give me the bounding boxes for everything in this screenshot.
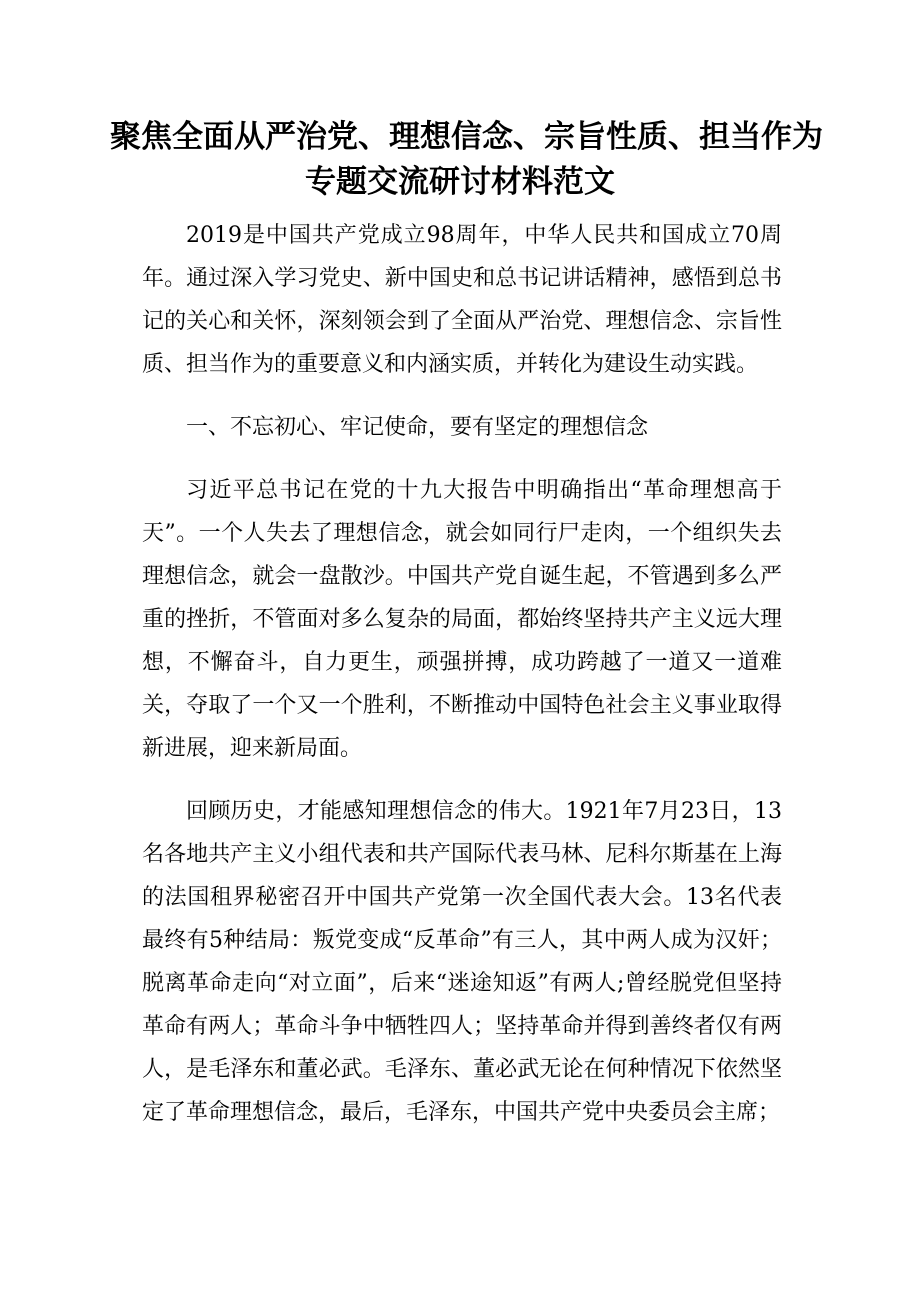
section-heading: 一、不忘初心、牢记使命，要有坚定的理想信念 — [186, 415, 649, 440]
paragraph-ideals: 习近平总书记在党的十九大报告中明确指出“革命理想高于天”。一个人失去了理想信念，就会如同行尸走肉，一个组织失去理想信念，就会一盘散沙。中国共产党自诞生起，不管遇到多么严重的挫折，不管面对多么复杂的局面，都始终坚持共产主义远大理想，不懈奋斗，自力更生，顽强拼搏，成功跨越了一道又一道难关，夺取了一个又一个胜利，不断推动中国特色社会主义事业取得新进展，迎来新局面。 — [142, 478, 782, 761]
document-body — [142, 214, 782, 1134]
document-title-line-2: 专题交流研讨材料范文 — [305, 164, 615, 200]
paragraph-intro: 2019是中国共产党成立98周年，中华人民共和国成立70周年。通过深入学习党史、新中国史和总书记讲话精神，感悟到总书记的关心和关怀，深刻领会到了全面从严治党、理想信念、宗旨性质、担当作为的重要意义和内涵实质，并转化为建设生动实践。 — [142, 223, 782, 377]
paragraph-history: 回顾历史，才能感知理想信念的伟大。1921年7月23日，13名各地共产主义小组代表和共产国际代表马林、尼科尔斯基在上海的法国租界秘密召开中国共产党第一次全国代表大会。13名代表最终有5种结局：叛党变成“反革命”有三人，其中两人成为汉奸；脱离革命走向“对立面”，后来“迷途知返”有两人;曾经脱党但坚持革命有两人；革命斗争中牺牲四人；坚持革命并得到善终者仅有两人，是毛泽东和董必武。毛泽东、董必武无论在何种情况下依然坚定了革命理想信念，最后，毛泽东，中国共产党中央委员会主席； — [142, 799, 782, 1125]
document-title-line-1: 聚焦全面从严治党、理想信念、宗旨性质、担当作为 — [110, 119, 823, 155]
